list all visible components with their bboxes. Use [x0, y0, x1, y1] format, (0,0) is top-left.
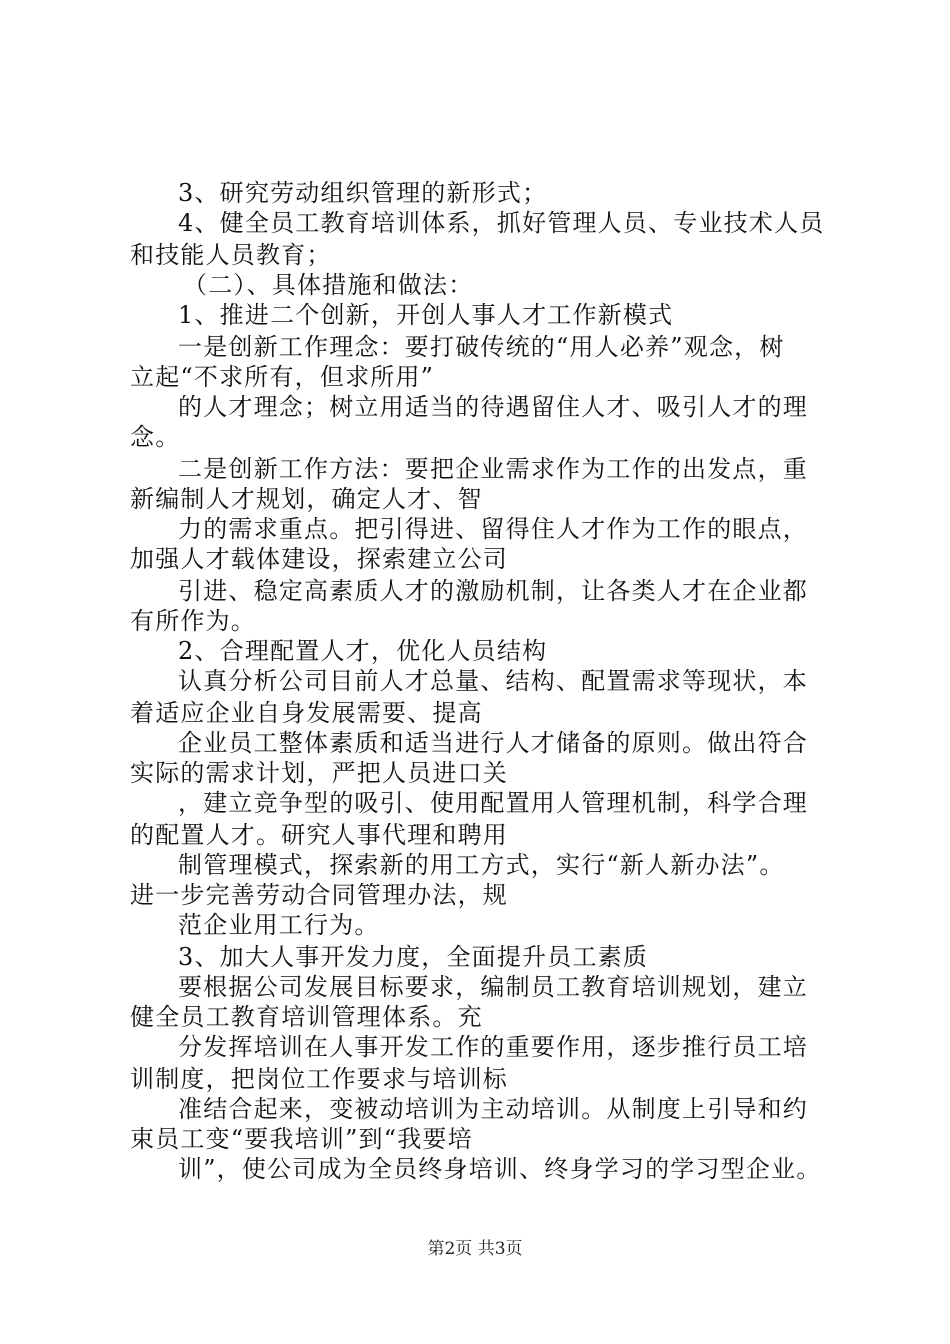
subsection-heading: 2、合理配置人才，优化人员结构	[178, 637, 548, 665]
body-line: 认真分析公司目前人才总量、结构、配置需求等现状，本	[178, 667, 808, 695]
body-line: 要根据公司发展目标要求，编制员工教育培训规划，建立	[178, 973, 808, 1001]
body-line: 束员工变“要我培训”到“我要培	[130, 1125, 473, 1153]
section-heading: （二）、具体措施和做法：	[183, 271, 474, 299]
body-line: 健全员工教育培训管理体系。充	[130, 1003, 483, 1031]
body-line: 和技能人员教育；	[130, 241, 332, 269]
body-line: 的配置人才。研究人事代理和聘用	[130, 821, 508, 849]
body-line: 分发挥培训在人事开发工作的重要作用，逐步推行员工培	[178, 1033, 808, 1061]
body-line: 加强人才载体建设，探索建立公司	[130, 545, 508, 573]
body-line: 训制度，把岗位工作要求与培训标	[130, 1065, 508, 1093]
body-line: 企业员工整体素质和适当进行人才储备的原则。做出符合	[178, 729, 808, 757]
body-line: 制管理模式，探索新的用工方式，实行“新人新办法”。	[178, 851, 785, 879]
body-line: 的人才理念；树立用适当的待遇留住人才、吸引人才的理	[178, 393, 808, 421]
body-line: 新编制人才规划，确定人才、智	[130, 485, 483, 513]
body-line: 力的需求重点。把引得进、留得住人才作为工作的眼点，	[178, 515, 808, 543]
body-line: 立起“不求所有，但求所用”	[130, 363, 435, 391]
body-line: 引进、稳定高素质人才的激励机制，让各类人才在企业都	[178, 577, 808, 605]
body-line: 实际的需求计划，严把人员进口关	[130, 759, 508, 787]
body-line: 准结合起来，变被动培训为主动培训。从制度上引导和约	[178, 1095, 808, 1123]
body-line: 念。	[130, 423, 181, 451]
body-line: 4、健全员工教育培训体系，抓好管理人员、专业技术人员	[178, 209, 825, 237]
body-line: 进一步完善劳动合同管理办法，规	[130, 881, 508, 909]
subsection-heading: 3、加大人事开发力度，全面提升员工素质	[178, 943, 649, 971]
body-line: 二是创新工作方法：要把企业需求作为工作的出发点，重	[178, 455, 808, 483]
subsection-heading: 1、推进二个创新，开创人事人才工作新模式	[178, 301, 674, 329]
body-line: 一是创新工作理念：要打破传统的“用人必养”观念，树	[178, 333, 785, 361]
body-line: 3、研究劳动组织管理的新形式；	[178, 179, 548, 207]
page-number-footer: 第2页 共3页	[427, 1239, 523, 1259]
body-line: ，建立竞争型的吸引、使用配置用人管理机制，科学合理	[178, 789, 808, 817]
body-line: 有所作为。	[130, 607, 256, 635]
body-line: 着适应企业自身发展需要、提高	[130, 699, 483, 727]
body-line: 范企业用工行为。	[178, 911, 380, 939]
body-line: 训”，使公司成为全员终身培训、终身学习的学习型企业。	[178, 1155, 822, 1183]
